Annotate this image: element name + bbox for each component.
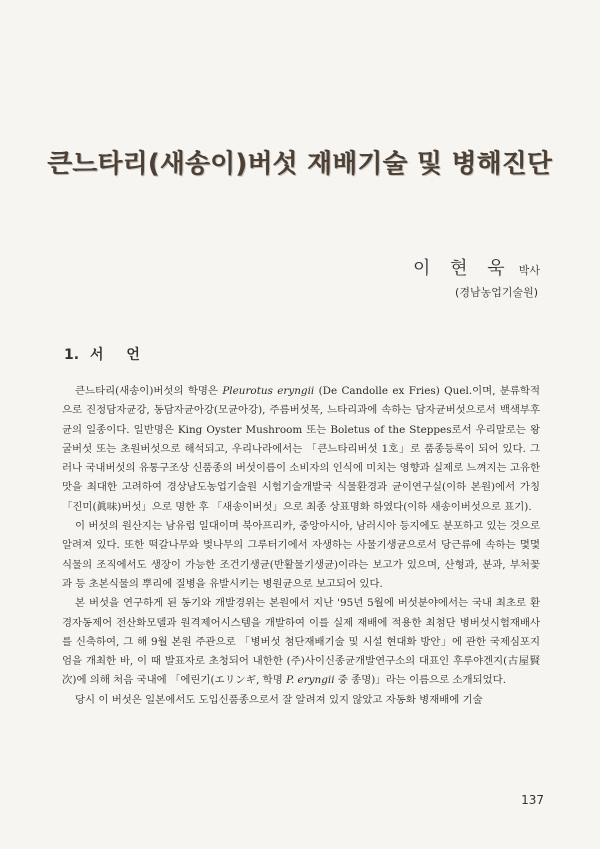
paragraph-4: 당시 이 버섯은 일본에서도 도입신품종으로서 잘 알려져 있지 않았고 자동화 병재배에 기술 bbox=[75, 693, 483, 706]
paragraph-1-text-a: 큰느타리(새송이)버섯의 학명은 bbox=[75, 385, 223, 397]
article-title: 큰느타리(새송이)버섯 재배기술 및 병해진단 bbox=[47, 149, 553, 179]
body-text bbox=[62, 382, 540, 710]
author-block bbox=[413, 254, 540, 280]
section-heading bbox=[64, 344, 149, 364]
paragraph-3-text-b: 중 종명)」라는 이름으로 소개되었다. bbox=[334, 674, 507, 687]
scientific-name: Pleurotus eryngii bbox=[222, 385, 315, 397]
author-affiliation: (경남농업기술원) bbox=[455, 286, 538, 299]
author-name: 이 현 욱 bbox=[413, 258, 512, 279]
paragraph-3 bbox=[62, 594, 540, 690]
section-number: 1. bbox=[64, 347, 80, 363]
page-number: 137 bbox=[521, 793, 544, 807]
scientific-name-abbrev: P. eryngii bbox=[286, 674, 335, 687]
paragraph-2: 이 버섯의 원산지는 남유럽 일대이며 북아프리카, 중앙아시아, 남러시아 등지에도 분포하고 있는 것으로 알려져 있다. 또한 떡갈나무와 벚나무의 그루터기에서 자생하는 사물기생균으로서 당근류에 속하는 몇몇 식물의 조직에서도 생장이 가능한 조건기생균(반활물기생균)이라는 보고가 있으며, 산형과, 분과, 부처꽃과 등 초본식물의 뿌리에 질병을 유발시키는 병원균으로 보고되어 있다. bbox=[62, 520, 540, 590]
author-degree: 박사 bbox=[518, 264, 540, 277]
paragraph-1 bbox=[62, 382, 540, 517]
paragraph-3-text-a: 본 버섯을 연구하게 된 동기와 개발경위는 본원에서 지난 '95년 5월에 버섯분야에서는 국내 최초로 환경자동제어 전산화모델과 원격제어시스템을 개발하여 이를 실제 재배에 적용한 최첨단 병버섯시험재배사를 신축하여, 그 해 9월 본원 주관으로 「병버섯 첨단재배기술 및 시설 현대화 방안」에 관한 국제심포지엄을 개최한 바, 이 때 발표자로 초청되어 내한한 (주)사이신종균개발연구소의 대표인 후루야겐지(古屋賢次)에 의해 처음 국내에 「에린기(エリンギ, 학명 bbox=[62, 597, 540, 687]
paragraph-1-text-b: (De Candolle ex Fries) Quel.이며, 분류학적으로 진정담자균강, 동담자균아강(모균아강), 주름버섯목, 느타리과에 속하는 담자균버섯으로서 백색부후균의 일종이다. 일반명은 King Oyster Mushroom 또는 Boletus of the Steppes로서 우리말로는 왕굴버섯 또는 초원버섯으로 해석되고, 우리나라에서는 「큰느타리버섯 1호」로 품종등록이 되어 있다. 그러나 국내버섯의 유통구조상 신품종의 버섯이름이 소비자의 인식에 미치는 영향과 실제로 느껴지는 고유한 맛을 최대한 고려하여 경상남도농업기술원 시험기술개발국 식물환경과 균이연구실(이하 본원)에서 가칭 「진미(眞味)버섯」으로 명한 후 「새송이버섯」으로 최종 상표명화 하였다(이하 새송이버섯으로 표기). bbox=[62, 385, 541, 513]
section-title: 서 언 bbox=[89, 347, 149, 363]
